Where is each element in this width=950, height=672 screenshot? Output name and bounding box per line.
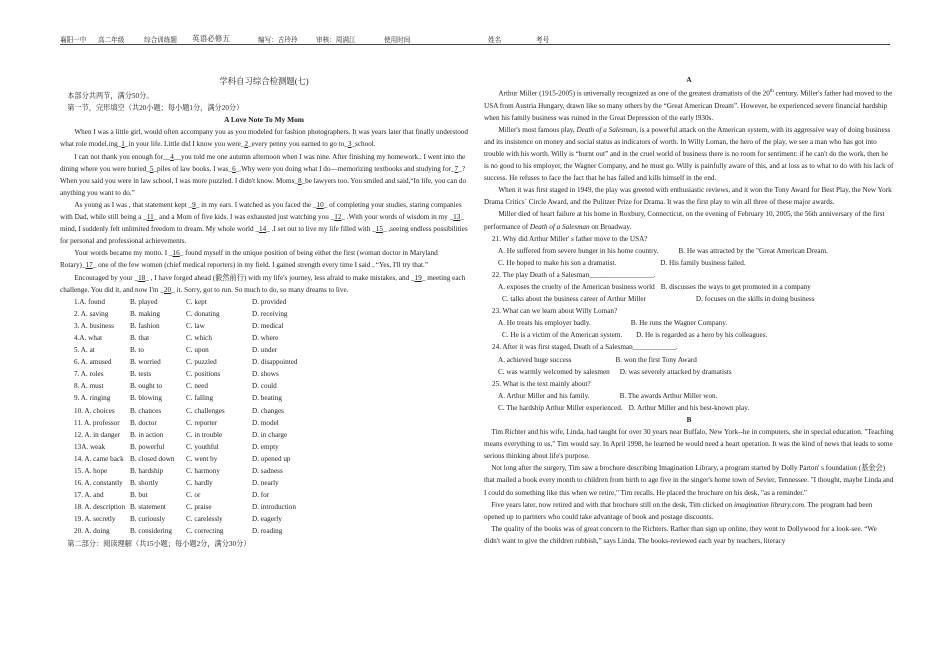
q21-option-c: C. He hoped to make his son a dramatist.	[498, 258, 617, 267]
a-p1-rest: century. Miller's father had moved to the USA from Austria Hungary, drawn like so many others by the “Great American Dream”. However, he experienced severe financial hardship when his family business was ruined in the Great Depression of the early l930s.	[484, 89, 893, 122]
b-p3-rest: . The program had been opened up to partners who could take advantage of book and postage discounts.	[484, 500, 873, 521]
blank-number: 11	[146, 213, 154, 222]
option-choice: B. but	[130, 491, 148, 500]
question-25-options	[484, 390, 894, 402]
question-22: 22. The play Death of a Salesman__________________.	[492, 270, 656, 279]
option-choice: 13A. weak	[74, 442, 106, 451]
q25-option-a: A. Arthur Miller and his family.	[498, 391, 590, 400]
option-choice: 7. A. roles	[74, 370, 104, 379]
option-row	[60, 453, 468, 465]
option-choice: D. provided	[252, 297, 287, 306]
passage-b-label: B	[686, 416, 692, 425]
option-row	[60, 296, 468, 308]
option-row	[60, 356, 468, 368]
cloze-paragraph-1	[60, 126, 468, 150]
option-choice: 3. A. business	[74, 321, 114, 330]
option-row	[60, 332, 468, 344]
option-choice: C. kept	[186, 297, 207, 306]
story-title: A Love Note To My Mom	[224, 115, 304, 125]
a-p4-title: Death of a Salesman	[529, 222, 590, 231]
option-choice: B. shortly	[130, 479, 159, 488]
option-choice: 10. A. choices	[74, 406, 115, 415]
blank-number: 20	[163, 285, 172, 294]
option-choice: C. harmony	[186, 467, 220, 475]
q23-option-d: D. He is regarded as a hero by his colleagues.	[636, 331, 768, 340]
paragraph-text: As young as I was , that statement kept _	[74, 200, 193, 209]
option-row	[60, 441, 468, 453]
q21-option-a: A. He suffered from severe hunger in his home country.	[498, 246, 659, 255]
option-choice: B. played	[130, 297, 158, 306]
blank-number: 2	[244, 140, 249, 149]
option-choice: C. correcting	[186, 527, 224, 536]
option-choice: D. where	[252, 333, 279, 342]
option-choice: C. positions	[186, 370, 221, 379]
option-choice: B. powerful	[130, 442, 165, 451]
passage-a-paragraph-2	[484, 124, 894, 184]
option-row	[60, 489, 468, 501]
blank-number: 4	[170, 152, 174, 161]
passage-b-paragraph-1: Tim Richter and his wife, Linda, had taught for over 30 years near Buffalo, New York--he in computers, she in special education. "Teaching means everything to us," Tim would say. In April 1998, he learned he would need a heart operation. It was the kind of news that leads to some serious thinking about life's purpose.	[484, 428, 894, 461]
header-time: 使用时间	[384, 37, 411, 44]
option-choice: 11. A. professor	[74, 418, 120, 427]
paragraph-text: _ .I set out to live my life filled with _	[266, 225, 376, 234]
question-24-options-2	[484, 366, 894, 378]
option-choice: D. receiving	[252, 309, 288, 318]
option-choice: C. need	[186, 382, 208, 391]
option-choice: B. considering	[130, 527, 172, 536]
option-choice: C. donating	[186, 309, 220, 318]
q25-option-b: B. The awards Arthur Miller won.	[619, 391, 718, 400]
option-choice: D. model	[252, 418, 279, 427]
option-row	[60, 344, 468, 356]
option-row	[60, 525, 468, 537]
q22-option-d: D. focuses on the skills in doing business	[695, 295, 815, 304]
paragraph-text: _ ,seeing endless possibilities for personal and professional achievements.	[60, 225, 468, 246]
blank-number: 9	[192, 200, 196, 209]
a-p2-rest: , is a powerful attack on the American system, with its aggressive way of doing business and its insistence on money and social status as indicators of worth. In Willy Loman, the hero of the play, we see a man who has got into trouble with his worth. Willy is “burnt out” and in the cruel world of business there is no room for sentiment: if he can't do the work, then he is no good to his employer, the Wagner Company, and he must go. Willy is painfully aware of this, and at loss as to what to do with his lack of success. He refuses to face the fact that he has failed and kills himself in the end.	[484, 125, 894, 183]
q24-option-a: A. achieved huge success	[498, 355, 572, 364]
paragraph-text: _ in my ears. I watched as you faced the _	[195, 200, 317, 209]
header-book: 英语必修五	[192, 34, 230, 43]
option-choice: C. reporter	[186, 418, 218, 427]
page-header	[60, 32, 890, 45]
question-24-options	[484, 354, 894, 366]
b-p3-site: imagination library.com	[734, 500, 804, 509]
option-choice: D. eagerly	[252, 515, 282, 524]
option-choice: B. chances	[130, 406, 162, 415]
paragraph-text: _ of completing your studies, staring companies with Dad, while still being a _	[60, 200, 462, 222]
section-one-heading: 第一节，完形填空（共20小题；每小题1分，满分20分）	[67, 104, 244, 113]
blank-number: 10	[316, 200, 324, 209]
option-choice: B. to	[130, 346, 144, 355]
option-choice: B. in action	[130, 430, 164, 439]
option-choice: D. nearly	[252, 479, 279, 488]
option-choice: C. falling	[186, 394, 214, 403]
option-choice: B. ought to	[130, 382, 163, 391]
option-row	[60, 368, 468, 380]
option-choice: D. introduction	[252, 503, 296, 512]
question-25-options-2	[484, 402, 894, 414]
paragraph-text: _ and a Mom of five kids. I was exhausted just watching you _	[153, 213, 335, 222]
option-choice: B. hardship	[130, 467, 164, 475]
option-choice: D. for	[252, 491, 270, 500]
option-choice: 14. A. came back	[74, 454, 124, 463]
paragraph-text: _school.	[351, 140, 376, 149]
blank-number: 17	[85, 261, 93, 270]
option-choice: C. in trouble	[186, 430, 223, 439]
q25-option-d: D. Arthur Miller and his best-known play.	[628, 403, 750, 412]
question-23-options-2	[484, 329, 894, 341]
blank-number: 7	[454, 164, 459, 173]
option-choice: D. medical	[252, 321, 284, 330]
option-choice: D. reading	[252, 527, 283, 536]
option-row	[60, 465, 468, 477]
header-exam-no: 考号	[536, 37, 550, 44]
option-choice: 20. A. doing	[74, 527, 110, 536]
q21-option-b: B. He was attracted by the "Great American Dream.	[678, 246, 828, 255]
cloze-paragraph-2	[60, 151, 468, 199]
passage-b-paragraph-4: The quality of the books was of great concern to the Richters. Rather than sign up online, they went to Dollywood for a look-see. “We didn't want to give the children rubbish,” says Linda. The books-reviewed each year by teachers, literacy	[484, 524, 877, 545]
option-row	[60, 380, 468, 392]
option-choice: C. upon	[186, 346, 209, 355]
a-p2-title: Death of a Salesman	[576, 125, 637, 134]
cloze-paragraph-4	[60, 247, 468, 271]
passage-b-paragraph-3	[484, 499, 894, 523]
passage-b-paragraph-2: Not long after the surgery, Tim saw a brochure describing Imagination Library, a program started by Dolly Parton' s foundation (基金会) that mailed a book every month to children from birth to age five in the singer's home town of Sevier, Tennessee. "I thought, maybe Linda and I could do something like this when we retire," Tim recalls. He placed the brochure on his desk, "as a reminder."	[484, 464, 894, 497]
option-choice: D. sadness	[252, 467, 283, 475]
a-p4-text: Miller died of heart failure at his home in Roxbury, Connecticut, on the evening of February 10, 2005, the 56th anniversary of the first performance of	[484, 210, 885, 231]
paragraph-text: _ one of the few women (chief medical reporters) in my field. I gained strength every time I said , “Yes, I'll try that.”	[92, 261, 429, 270]
option-choice: 6. A. amused	[74, 358, 112, 367]
paragraph-text: _ , I have forged ahead (毅然前行) with my life's journey, less afraid to make mistakes, and _	[145, 273, 415, 282]
paragraph-text: Your words became my motto. I _	[74, 249, 173, 258]
option-choice: B. doctor	[130, 418, 157, 427]
question-22-options-2	[484, 293, 894, 305]
exam-title: 学科自习综合检测题(七)	[219, 77, 309, 86]
question-23-options	[484, 317, 894, 329]
paragraph-text: _ .With your words of wisdom in my _	[341, 213, 454, 222]
paragraph-text: _ found myself in the unique position of being either the first (woman doctor in Maryland Rotary)_	[60, 249, 438, 270]
blank-number: 18	[138, 273, 146, 282]
header-grade: 高二年级	[98, 37, 125, 44]
paragraph-text: _in your life. Little did I know you were_	[124, 140, 245, 149]
option-choice: D. opened up	[252, 454, 291, 463]
option-choice: C. went by	[186, 454, 218, 463]
option-choice: 2. A. saving	[74, 309, 109, 318]
option-choice: D. could	[252, 382, 277, 391]
b-p3-text: Five years later, now retired and with that brochure still on the desk, Tim clicked on	[491, 500, 735, 509]
blank-number: 6	[232, 164, 236, 173]
q24-option-c: C. was warmly welcomed by salesmen	[498, 367, 610, 376]
passage-a-paragraph-1	[484, 86, 894, 124]
cloze-paragraph-5	[60, 272, 468, 296]
option-choice: 8. A. must	[74, 382, 104, 391]
option-choice: D. shows	[252, 370, 279, 379]
option-choice: C. law	[186, 321, 205, 330]
blank-number: 14	[259, 225, 267, 234]
option-choice: D. disappointed	[252, 358, 298, 367]
option-choice: 16. A. constantly	[74, 479, 123, 488]
a-p4-rest: on Broadway.	[589, 222, 632, 231]
paragraph-text: Encouraged by your _	[74, 273, 139, 282]
q23-option-a: A. He treats his employer badly.	[498, 319, 591, 328]
option-choice: 4.A. what	[74, 333, 103, 342]
paragraph-text: _.Why were you doing what I do—memorizing textbooks and studying for_	[235, 164, 455, 173]
question-21: 21. Why did Arthur Miller' s father move to the USA?	[492, 234, 648, 243]
q21-option-d: D. His family business failed.	[660, 258, 746, 267]
paragraph-text: _ mind, I suddenly felt unlimited freedom to dream. My whole world _	[60, 213, 464, 234]
left-column	[60, 74, 468, 550]
cloze-paragraph-3	[60, 199, 468, 247]
option-choice: B. closed down	[130, 454, 175, 463]
paragraph-text: I can not thank you enough for__	[74, 152, 171, 161]
question-21-options-2	[484, 257, 894, 269]
option-row	[60, 392, 468, 404]
q24-option-b: B. won the first Tony Award	[615, 355, 697, 364]
option-row	[60, 308, 468, 320]
question-24: 24. After it was first staged, Death of a Salesman____________.	[492, 343, 678, 352]
cloze-options	[60, 296, 468, 538]
option-choice: B. fashion	[130, 321, 160, 330]
blank-number: 12	[334, 213, 342, 222]
paragraph-text: _be lawyers too. You smiled and said,“In life, you can do anything you want to do.”	[60, 176, 467, 197]
option-choice: C. puzzled	[186, 358, 217, 367]
blank-number: 8	[297, 176, 302, 185]
a-p1-text: Arthur Miller (1915-2005) is universally recognized as one of the greatest dramatists of the 20	[498, 89, 770, 98]
paragraph-text: _ it. Sorry, got to run. So much to do, so many dreams to live.	[171, 285, 349, 294]
option-choice: 17. A. and	[74, 491, 104, 500]
option-row	[60, 501, 468, 513]
option-choice: C. carelessly	[186, 515, 223, 524]
question-23: 23. What can we learn about Willy Loman?	[492, 307, 618, 316]
option-choice: C. or	[186, 491, 201, 500]
header-name: 姓名	[488, 37, 502, 44]
option-choice: C. challenges	[186, 406, 225, 415]
question-22-options	[484, 281, 894, 293]
paragraph-text: _? When you said you were in law school, I was more puzzled. I didn't know. Moms_	[60, 164, 466, 185]
header-reviewer: 审核：周满江	[316, 37, 356, 44]
blank-number: 16	[172, 249, 180, 258]
paragraph-text: _piles of law books. I was_	[153, 164, 233, 173]
option-choice: 15. A. hope	[74, 467, 108, 475]
option-choice: B. curiously	[130, 515, 166, 524]
option-row	[60, 429, 468, 441]
option-choice: B. tests	[130, 370, 152, 379]
header-type: 综合训练题	[144, 37, 177, 44]
a-p1-sup: th	[769, 89, 774, 95]
passage-a-paragraph-3: When it was first staged in 1949, the play was greeted with enthusiastic reviews, and it won the Tony Award for Best Play, the New York Drama Critics` Circle Award, and the Pulitzer Prize for Drama. It was the first play to win all three of these major awards.	[484, 186, 892, 207]
q22-option-c: C. talks about the business career of Arthur Miller	[502, 295, 646, 304]
paragraph-text: When I was a little girl, would often accompany you as you modeled for fashion photographers. It was years later that finally understood what role model.ing_	[60, 128, 468, 149]
option-choice: B. blowing	[130, 394, 162, 403]
q22-option-a: A. exposes the cruelty of the American business world	[498, 282, 655, 291]
blank-number: 13	[453, 213, 461, 222]
passage-a-paragraph-4	[484, 208, 894, 232]
right-column	[484, 74, 894, 547]
option-choice: B. worried	[130, 358, 161, 367]
option-choice: D. empty	[252, 442, 279, 451]
option-row	[60, 405, 468, 417]
paragraph-text: _every penny you earned to go to_	[248, 140, 348, 149]
paragraph-text: __you told me one autumn afternoon when I was nine. After finishing my homework.. I went into the dining where you were buried_	[60, 152, 466, 173]
option-row	[60, 477, 468, 489]
option-choice: D. changes	[252, 406, 284, 415]
option-choice: 5. A. at	[74, 346, 95, 355]
option-choice: C. hardly	[186, 479, 213, 488]
blank-number: 19	[414, 273, 422, 282]
q25-option-c: C. The hardship Arthur Miller experienced.	[498, 403, 623, 412]
option-choice: C. youthful	[186, 442, 219, 451]
q23-option-c: C. He is a victim of the American system.	[502, 331, 623, 340]
intro-score: 本部分共两节，满分50分。	[67, 92, 154, 101]
option-choice: 9. A. ringing	[74, 394, 111, 403]
option-choice: C. which	[186, 333, 212, 342]
option-choice: 18. A. description	[74, 503, 126, 512]
q24-option-d: D. was severely attacked by dramatists	[619, 367, 732, 376]
option-choice: C. praise	[186, 503, 212, 512]
header-editor: 编写：古玲玲	[258, 37, 298, 44]
option-row	[60, 513, 468, 525]
q22-option-b: B. discusses the ways to get promoted in a company	[660, 282, 811, 291]
option-choice: D. beating	[252, 394, 282, 403]
option-row	[60, 417, 468, 429]
header-school: 襄阳一中	[60, 37, 87, 44]
option-choice: B. making	[130, 309, 160, 318]
option-choice: B. statement	[130, 503, 166, 512]
question-21-options	[484, 245, 894, 257]
passage-a-label: A	[686, 76, 692, 84]
section-two-heading: 第二部分：阅读理解（共15小题；每小题2分，满分30分）	[67, 539, 251, 548]
option-choice: D. in charge	[252, 430, 288, 439]
option-choice: D. under	[252, 346, 278, 355]
blank-number: 5	[149, 164, 154, 173]
option-choice: 1.A. found	[74, 297, 105, 306]
blank-number: 1	[121, 140, 125, 149]
question-25: 25. What is the text mainly about?	[492, 379, 591, 388]
a-p2-text: Miller's most famous play,	[498, 125, 577, 134]
option-choice: B. that	[130, 333, 150, 342]
option-row	[60, 320, 468, 332]
option-choice: 19. A. secretly	[74, 515, 116, 524]
option-choice: 12. A. in danger	[74, 430, 121, 439]
blank-number: 3	[347, 140, 352, 149]
q23-option-b: B. He runs the Wagner Company.	[630, 319, 728, 328]
blank-number: 15	[375, 225, 383, 234]
paragraph-text: _ meeting each challenge. You did it, and now I'm _	[60, 273, 466, 294]
